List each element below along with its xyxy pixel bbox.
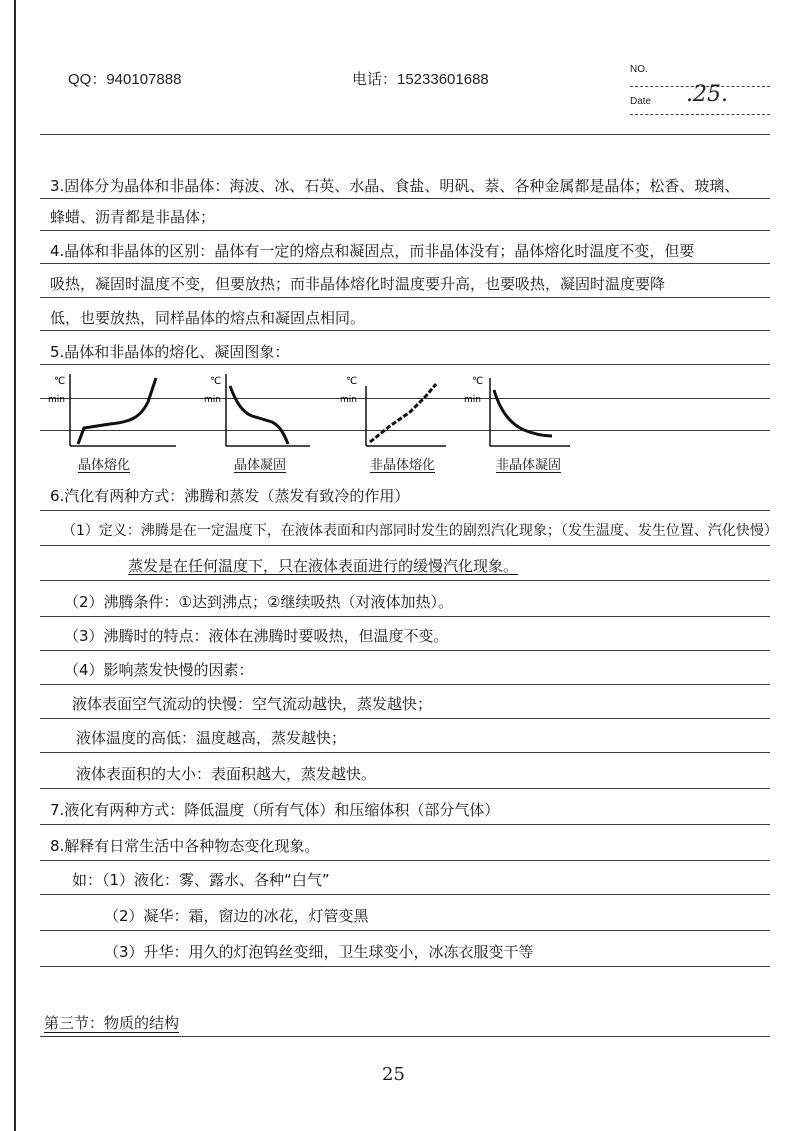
note-line-6: 6.汽化有两种方式：沸腾和蒸发（蒸发有致冷的作用） xyxy=(50,487,410,505)
date-dash-line xyxy=(630,114,770,115)
note-line-8: 8.解释有日常生活中各种物态变化现象。 xyxy=(50,837,320,855)
graph-label-crystal-melting: 晶体熔化 xyxy=(78,458,131,473)
ruled-line xyxy=(40,860,770,861)
ruled-line xyxy=(40,684,770,685)
ruled-line xyxy=(40,966,770,967)
note-line-4a: 4.晶体和非晶体的区别：晶体有一定的熔点和凝固点，而非晶体没有；晶体熔化时温度不变，但要 xyxy=(50,242,695,260)
ruled-line xyxy=(40,718,770,719)
note-line-6-4b: 液体温度的高低：温度越高，蒸发越快； xyxy=(76,729,347,747)
note-line-8-1: 如：（1）液化：雾、露水、各种“白气” xyxy=(72,871,330,889)
ruled-line xyxy=(40,364,770,365)
note-line-6-2: （2）沸腾条件：①达到沸点；②继续吸热（对液体加热）。 xyxy=(64,593,453,611)
graph-unit: ℃ xyxy=(210,376,222,387)
ruled-line xyxy=(40,510,770,511)
ruled-line xyxy=(40,297,770,298)
header-qq: QQ：940107888 xyxy=(68,71,182,88)
note-line-5: 5.晶体和非晶体的熔化、凝固图象： xyxy=(50,343,290,361)
note-line-6-4c: 液体表面积的大小：表面积越大，蒸发越快。 xyxy=(76,765,377,783)
graph-unit: ℃ xyxy=(54,376,66,387)
ruled-line xyxy=(40,1036,770,1037)
graph-unit: ℃ xyxy=(472,376,484,387)
ruled-line xyxy=(40,545,770,546)
graph-tick: min xyxy=(48,395,65,405)
graph-crystal-melting xyxy=(48,372,178,452)
ruled-line xyxy=(40,788,770,789)
note-line-6-4a: 液体表面空气流动的快慢：空气流动越快，蒸发越快； xyxy=(72,695,433,713)
section-heading: 第三节：物质的结构 xyxy=(44,1014,180,1032)
ruled-line xyxy=(40,930,770,931)
note-line-3a: 3.固体分为晶体和非晶体：海波、冰、石英、水晶、食盐、明矾、萘、各种金属都是晶体；松香、玻璃、 xyxy=(50,177,740,195)
header-phone: 电话：15233601688 xyxy=(352,71,489,88)
note-line-6-1a: （1）定义：沸腾是在一定温度下，在液体表面和内部同时发生的剧烈汽化现象；（发生温度、发生位置、汽化快慢） xyxy=(62,523,778,539)
header-no-label: NO. xyxy=(630,64,648,75)
page-number: 25 xyxy=(382,1064,405,1085)
graph-noncrystal-solidifying xyxy=(464,372,574,452)
note-line-8-2: （2）凝华：霜，窗边的冰花，灯管变黑 xyxy=(104,907,369,925)
graph-tick: min xyxy=(340,395,357,405)
ruled-line xyxy=(40,230,770,231)
graph-label-noncrystal-melting: 非晶体熔化 xyxy=(370,458,436,473)
graph-noncrystal-melting xyxy=(340,372,450,452)
note-line-6-1b: 蒸发是在任何温度下，只在液体表面进行的缓慢汽化现象。 xyxy=(128,557,519,575)
ruled-line xyxy=(40,650,770,651)
note-line-3b: 蜂蜡、沥青都是非晶体； xyxy=(50,208,216,226)
graph-crystal-solidifying xyxy=(204,372,314,452)
ruled-line xyxy=(40,824,770,825)
note-line-4c: 低，也要放热，同样晶体的熔点和凝固点相同。 xyxy=(50,309,366,327)
graph-unit: ℃ xyxy=(346,376,358,387)
header-date-value: .25. xyxy=(686,82,728,107)
graph-label-crystal-solidifying: 晶体凝固 xyxy=(234,458,287,473)
ruled-line xyxy=(40,616,770,617)
note-line-8-3: （3）升华：用久的灯泡钨丝变细，卫生球变小，冰冻衣服变干等 xyxy=(104,943,534,961)
ruled-line xyxy=(40,263,770,264)
ruled-line xyxy=(40,580,770,581)
note-line-6-4: （4）影响蒸发快慢的因素： xyxy=(64,661,254,679)
note-line-7: 7.液化有两种方式：降低温度（所有气体）和压缩体积（部分气体） xyxy=(50,801,500,819)
header-date-label: Date xyxy=(630,96,652,107)
graph-label-noncrystal-solidifying: 非晶体凝固 xyxy=(496,458,562,473)
note-line-4b: 吸热，凝固时温度不变，但要放热；而非晶体熔化时温度要升高，也要吸热，凝固时温度要降 xyxy=(50,275,666,293)
ruled-line xyxy=(40,330,770,331)
margin-line xyxy=(14,0,16,1131)
ruled-line xyxy=(40,752,770,753)
ruled-line xyxy=(40,134,770,135)
ruled-line xyxy=(40,894,770,895)
note-line-6-3: （3）沸腾时的特点：液体在沸腾时要吸热，但温度不变。 xyxy=(64,627,449,645)
ruled-line xyxy=(40,198,770,199)
graph-tick: min xyxy=(464,395,481,405)
graph-tick: min xyxy=(204,395,221,405)
